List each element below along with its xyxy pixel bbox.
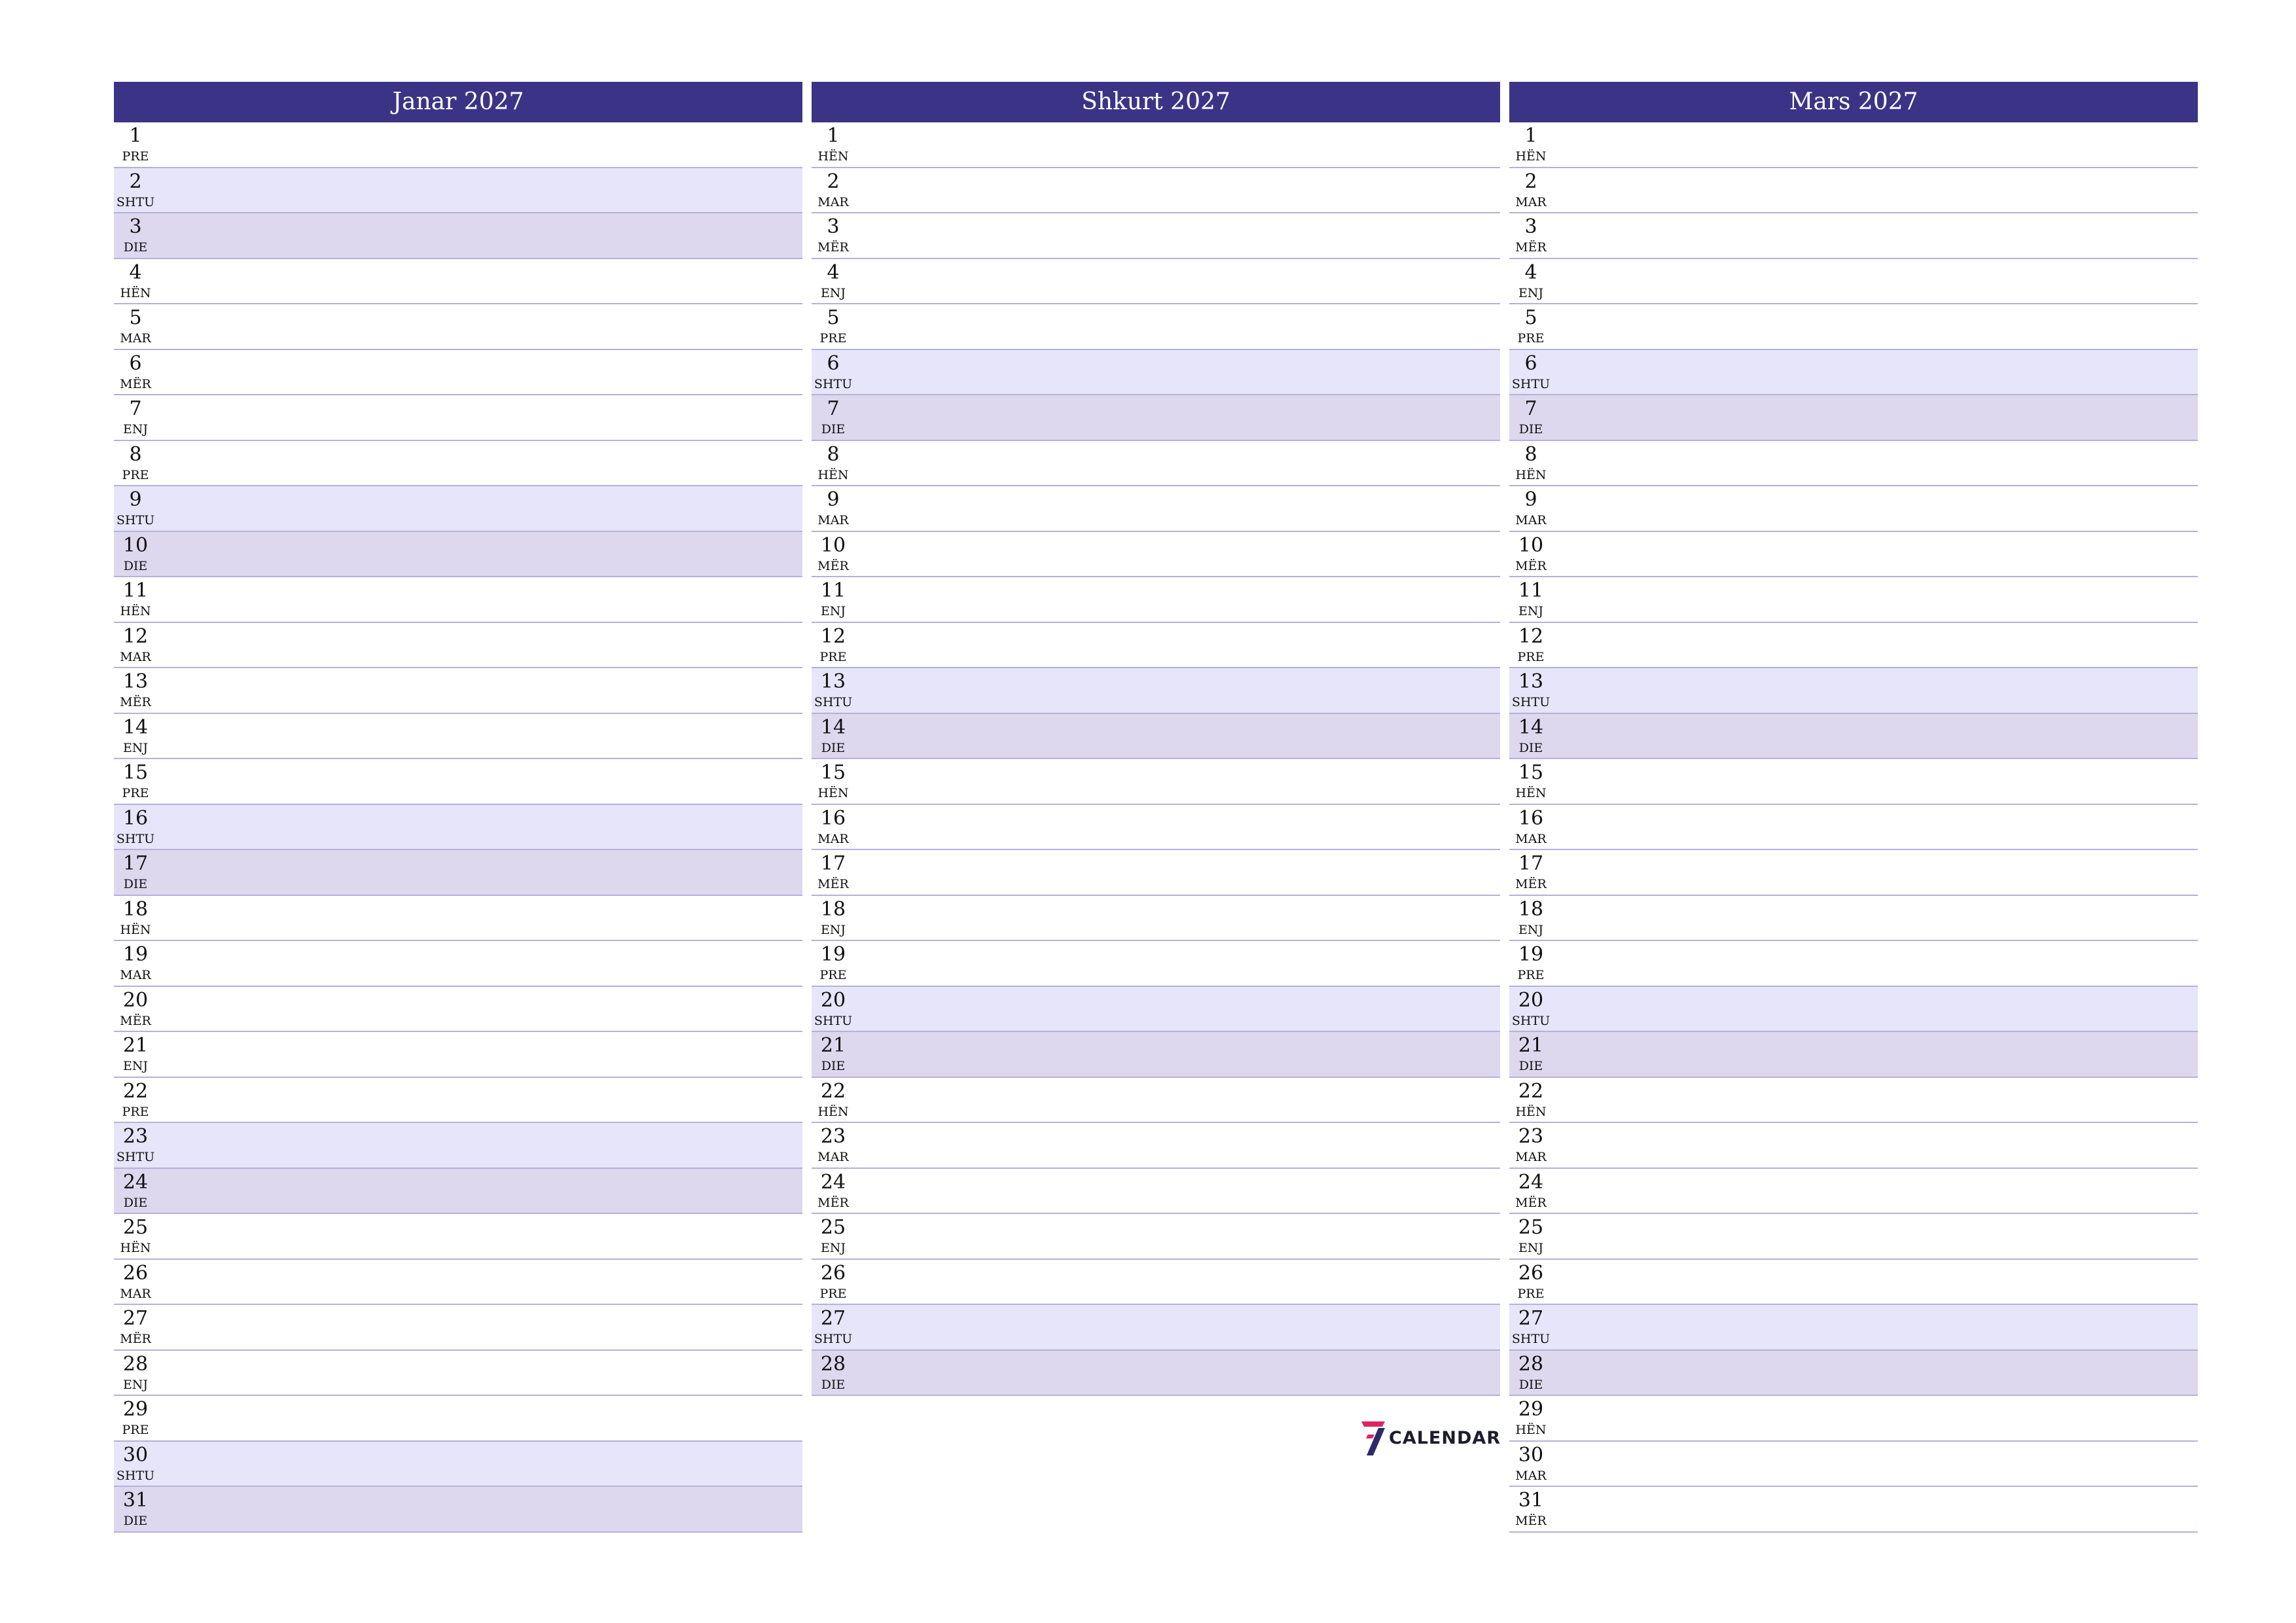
weekday-label: MAR [1515,194,1547,209]
day-row [114,486,802,532]
weekday-label: MËR [817,558,849,573]
day-number: 21 [820,1034,846,1057]
month-column-january [114,82,802,1533]
day-number: 2 [1524,169,1537,193]
day-row [114,896,802,942]
day-number: 11 [1518,579,1544,602]
day-number: 11 [122,579,149,602]
day-row [1509,1078,2198,1124]
day-row [1509,577,2198,623]
day-row [114,805,802,851]
day-number: 26 [820,1261,846,1285]
weekday-label: ENJ [1518,285,1544,300]
day-row [1509,1214,2198,1260]
weekday-label: MAR [817,513,849,527]
day-number: 18 [1518,897,1544,921]
day-row [114,1214,802,1260]
day-row [114,122,802,168]
weekday-label: PRE [819,968,847,982]
day-number: 12 [1518,624,1544,648]
day-number: 6 [129,351,142,375]
weekday-label: HËN [1515,786,1547,800]
day-number: 1 [1524,124,1537,147]
day-number: 25 [1518,1216,1544,1239]
day-row [812,1214,1500,1260]
day-row [114,577,802,623]
weekday-label: PRE [819,1286,847,1301]
weekday-label: DIE [821,740,846,755]
day-row [812,350,1500,396]
weekday-label: ENJ [820,285,846,300]
day-number: 16 [1518,806,1544,830]
weekday-label: MËR [120,695,151,709]
day-row [114,623,802,669]
day-number: 13 [1518,670,1544,693]
day-number: 27 [820,1307,846,1330]
day-row [114,1169,802,1215]
day-number: 20 [1518,988,1544,1012]
weekday-label: PRE [819,649,847,664]
weekday-label: PRE [819,331,847,346]
day-number: 17 [820,852,846,875]
day-number: 9 [1524,488,1537,511]
weekday-label: SHTU [1511,695,1551,709]
seven-icon [1359,1420,1388,1457]
weekday-label: MËR [1515,1195,1547,1210]
weekday-label: MËR [1515,558,1547,573]
day-row [114,850,802,896]
day-row [812,441,1500,487]
day-number: 28 [1518,1352,1544,1376]
day-row [812,896,1500,942]
day-number: 10 [820,533,846,557]
day-row [1509,1260,2198,1306]
day-number: 17 [122,852,149,875]
day-row [1509,1123,2198,1169]
day-number: 13 [820,670,846,693]
day-row [114,441,802,487]
weekday-label: DIE [123,1195,148,1210]
weekday-label: SHTU [1511,1013,1551,1028]
weekday-label: PRE [1517,649,1545,664]
day-row [1509,987,2198,1033]
day-number: 30 [1518,1443,1544,1467]
weekday-label: DIE [821,422,846,437]
day-row [1509,623,2198,669]
day-row [812,805,1500,851]
day-number: 3 [1524,215,1537,238]
day-number: 27 [1518,1307,1544,1330]
day-number: 12 [820,624,846,648]
day-number: 23 [1518,1125,1544,1148]
weekday-label: PRE [122,149,149,164]
day-number: 24 [1518,1170,1544,1194]
weekday-label: DIE [821,1377,846,1392]
weekday-label: DIE [123,877,148,891]
day-row [114,1442,802,1488]
weekday-label: DIE [1518,1377,1543,1392]
weekday-label: HËN [120,922,151,937]
weekday-label: MËR [120,1332,151,1346]
day-number: 5 [129,306,142,329]
day-row [114,1351,802,1397]
day-row [1509,168,2198,214]
day-row [1509,1396,2198,1442]
day-number: 19 [820,943,846,966]
day-number: 16 [122,806,149,830]
weekday-label: ENJ [820,1241,846,1255]
day-number: 2 [827,169,840,193]
weekday-label: DIE [123,1514,148,1528]
day-row [1509,941,2198,987]
weekday-label: SHTU [116,1150,155,1164]
weekday-label: PRE [122,786,149,800]
day-row [114,1078,802,1124]
day-number: 14 [820,715,846,739]
weekday-label: ENJ [122,1059,149,1073]
weekday-label: DIE [1518,740,1543,755]
day-number: 11 [820,579,846,602]
day-number: 10 [1518,533,1544,557]
weekday-label: MAR [1515,513,1547,527]
day-row [812,668,1500,714]
day-number: 19 [122,943,149,966]
day-row [812,577,1500,623]
day-row [812,168,1500,214]
day-row [1509,668,2198,714]
day-number: 8 [129,442,142,466]
day-row [114,1032,802,1078]
weekday-label: HËN [817,786,849,800]
weekday-label: MAR [817,1150,849,1164]
day-row [812,1169,1500,1215]
weekday-label: MAR [1515,831,1547,846]
day-row [812,1260,1500,1306]
day-row [812,304,1500,350]
day-row [1509,850,2198,896]
weekday-label: MËR [817,877,849,891]
day-row [812,122,1500,168]
day-number: 20 [820,988,846,1012]
day-row [114,759,802,805]
day-row [114,1396,802,1442]
day-row [1509,441,2198,487]
day-row [114,168,802,214]
day-number: 4 [129,260,142,284]
day-number: 29 [122,1398,149,1421]
day-number: 7 [1524,397,1537,420]
day-number: 13 [122,670,149,693]
day-row [812,486,1500,532]
weekday-label: MAR [817,831,849,846]
weekday-label: ENJ [1518,1241,1544,1255]
weekday-label: SHTU [116,831,155,846]
day-row [1509,805,2198,851]
weekday-label: MAR [1515,1150,1547,1164]
weekday-label: PRE [1517,331,1545,346]
weekday-label: PRE [122,1423,149,1437]
day-number: 16 [820,806,846,830]
day-number: 6 [827,351,840,375]
weekday-label: SHTU [814,376,853,391]
day-number: 10 [122,533,149,557]
day-number: 7 [129,397,142,420]
day-row [114,668,802,714]
day-row [114,1260,802,1306]
day-number: 29 [1518,1398,1544,1421]
weekday-label: MAR [120,1286,151,1301]
weekday-label: HËN [817,149,849,164]
day-row [1509,1032,2198,1078]
day-number: 20 [122,988,149,1012]
day-row [1509,714,2198,760]
day-number: 23 [122,1125,149,1148]
weekday-label: HËN [120,1241,151,1255]
weekday-label: HËN [1515,1423,1547,1437]
day-number: 30 [122,1443,149,1467]
weekday-label: PRE [1517,1286,1545,1301]
day-row [1509,395,2198,441]
day-row [1509,1305,2198,1351]
day-list [1509,122,2198,1533]
day-number: 26 [122,1261,149,1285]
day-number: 24 [820,1170,846,1194]
weekday-label: ENJ [122,740,149,755]
weekday-label: MËR [120,376,151,391]
day-number: 24 [122,1170,149,1194]
weekday-label: ENJ [122,422,149,437]
day-row [1509,532,2198,578]
weekday-label: ENJ [820,604,846,618]
month-header: Janar 2027 [114,82,802,122]
weekday-label: SHTU [1511,376,1551,391]
day-number: 19 [1518,943,1544,966]
day-number: 21 [122,1034,149,1057]
weekday-label: MAR [1515,1468,1547,1483]
weekday-label: MËR [1515,240,1547,255]
day-list [812,122,1500,1396]
day-row [812,213,1500,259]
day-row [1509,122,2198,168]
day-row [114,1305,802,1351]
day-row [114,987,802,1033]
day-row [812,395,1500,441]
day-number: 21 [1518,1034,1544,1057]
weekday-label: HËN [817,467,849,482]
weekday-label: HËN [1515,467,1547,482]
day-number: 9 [129,488,142,511]
day-number: 3 [129,215,142,238]
weekday-label: MËR [120,1013,151,1028]
weekday-label: MAR [817,194,849,209]
day-row [1509,304,2198,350]
day-number: 15 [1518,761,1544,784]
day-number: 28 [122,1352,149,1376]
weekday-label: PRE [1517,968,1545,982]
day-number: 28 [820,1352,846,1376]
day-number: 1 [129,124,142,147]
day-row [812,850,1500,896]
weekday-label: DIE [1518,1059,1543,1073]
day-row [1509,259,2198,305]
day-number: 2 [129,169,142,193]
day-number: 4 [1524,260,1537,284]
weekday-label: HËN [1515,1104,1547,1119]
weekday-label: DIE [123,240,148,255]
day-row [812,714,1500,760]
day-number: 4 [827,260,840,284]
day-row [1509,759,2198,805]
weekday-label: DIE [123,558,148,573]
day-row [812,1123,1500,1169]
day-row [1509,1442,2198,1488]
weekday-label: MËR [817,1195,849,1210]
weekday-label: ENJ [1518,922,1544,937]
day-number: 15 [122,761,149,784]
day-row [812,623,1500,669]
day-number: 22 [122,1079,149,1103]
day-number: 1 [827,124,840,147]
calendar-logo [1359,1420,1501,1457]
logo-text: CALENDAR [1389,1428,1501,1448]
day-number: 5 [827,306,840,329]
weekday-label: MAR [120,968,151,982]
day-row [812,941,1500,987]
day-number: 18 [820,897,846,921]
day-row [114,714,802,760]
weekday-label: SHTU [814,1013,853,1028]
day-row [114,532,802,578]
day-number: 22 [820,1079,846,1103]
weekday-label: ENJ [820,922,846,937]
day-row [812,987,1500,1033]
day-number: 31 [122,1489,149,1512]
weekday-label: MËR [1515,877,1547,891]
day-row [114,395,802,441]
weekday-label: SHTU [814,1332,853,1346]
month-header: Mars 2027 [1509,82,2198,122]
weekday-label: MËR [1515,1514,1547,1528]
day-row [812,1032,1500,1078]
day-number: 5 [1524,306,1537,329]
day-number: 12 [122,624,149,648]
day-number: 14 [1518,715,1544,739]
day-number: 8 [827,442,840,466]
day-number: 3 [827,215,840,238]
weekday-label: MAR [120,331,151,346]
weekday-label: PRE [122,1104,149,1119]
day-row [114,1487,802,1533]
weekday-label: HËN [120,285,151,300]
weekday-label: HËN [1515,149,1547,164]
day-number: 15 [820,761,846,784]
day-row [1509,213,2198,259]
weekday-label: ENJ [122,1377,149,1392]
day-number: 31 [1518,1489,1544,1512]
day-number: 7 [827,397,840,420]
day-row [114,213,802,259]
day-row [1509,896,2198,942]
day-row [1509,1169,2198,1215]
day-number: 18 [122,897,149,921]
day-row [812,1078,1500,1124]
day-number: 25 [122,1216,149,1239]
weekday-label: SHTU [116,513,155,527]
weekday-label: SHTU [116,194,155,209]
weekday-label: HËN [817,1104,849,1119]
month-column-march [1509,82,2198,1533]
weekday-label: DIE [1518,422,1543,437]
day-row [1509,1351,2198,1397]
month-column-february [812,82,1500,1396]
day-number: 27 [122,1307,149,1330]
day-number: 26 [1518,1261,1544,1285]
day-row [114,350,802,396]
day-row [114,941,802,987]
day-number: 22 [1518,1079,1544,1103]
weekday-label: ENJ [1518,604,1544,618]
day-row [114,304,802,350]
day-row [812,1305,1500,1351]
weekday-label: DIE [821,1059,846,1073]
day-row [812,759,1500,805]
day-row [114,1123,802,1169]
day-row [1509,350,2198,396]
day-number: 8 [1524,442,1537,466]
day-row [812,1351,1500,1397]
day-number: 14 [122,715,149,739]
weekday-label: MAR [120,649,151,664]
day-row [1509,486,2198,532]
day-number: 17 [1518,852,1544,875]
day-row [1509,1487,2198,1533]
weekday-label: PRE [122,467,149,482]
day-number: 23 [820,1125,846,1148]
day-row [114,259,802,305]
day-row [812,259,1500,305]
day-list [114,122,802,1533]
day-number: 9 [827,488,840,511]
month-header: Shkurt 2027 [812,82,1500,122]
day-number: 25 [820,1216,846,1239]
weekday-label: SHTU [1511,1332,1551,1346]
day-row [812,532,1500,578]
day-number: 6 [1524,351,1537,375]
weekday-label: MËR [817,240,849,255]
weekday-label: HËN [120,604,151,618]
weekday-label: SHTU [116,1468,155,1483]
weekday-label: SHTU [814,695,853,709]
